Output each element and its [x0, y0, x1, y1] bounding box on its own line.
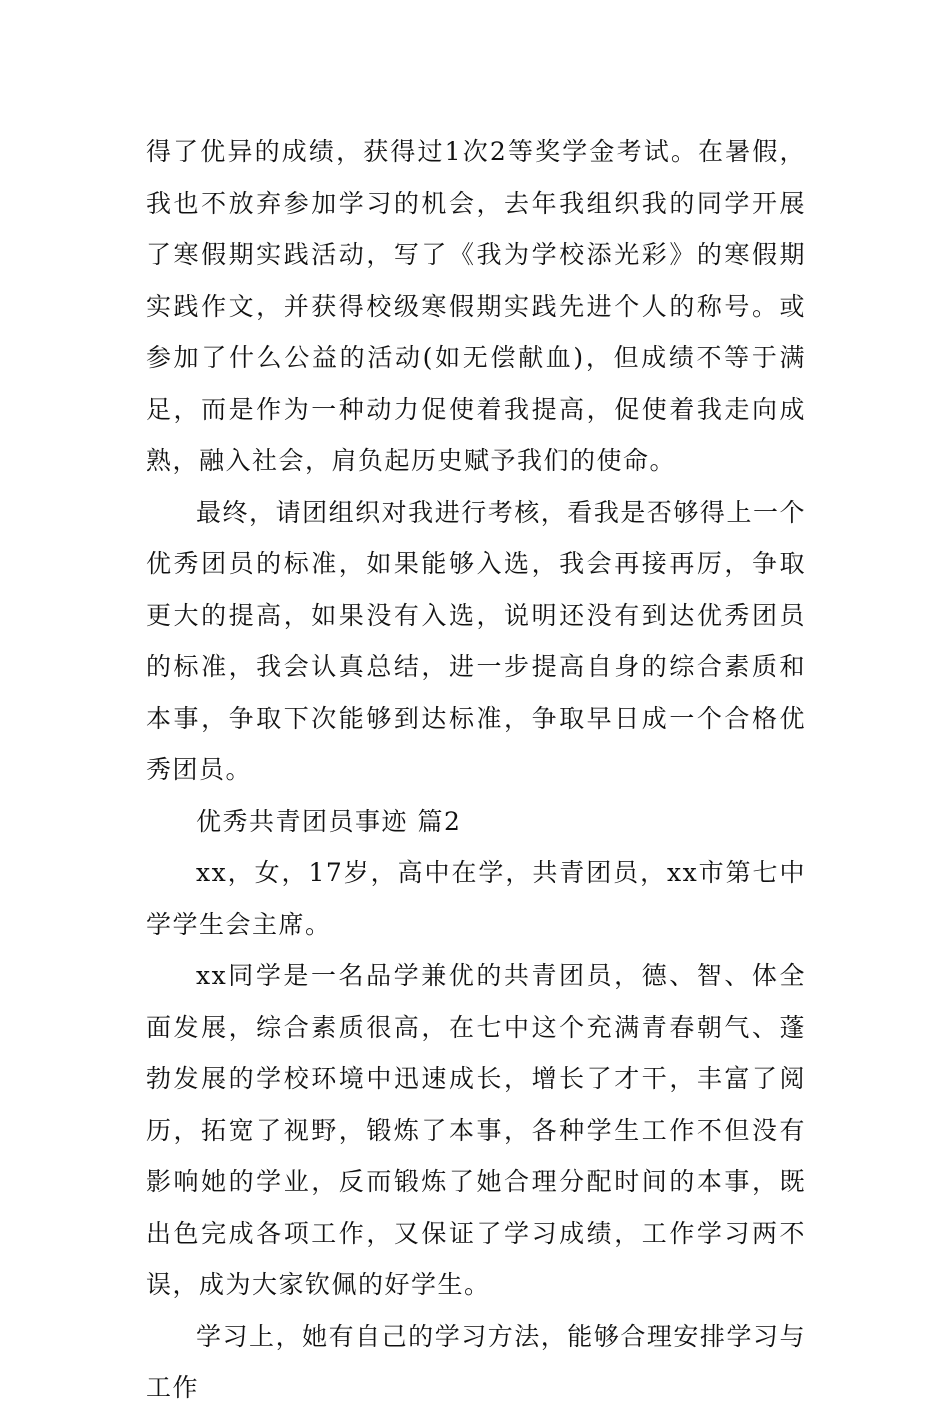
paragraph-continuation: 得了优异的成绩，获得过1次2等奖学金考试。在暑假，我也不放弃参加学习的机会，去年我组织我的同学开展了寒假期实践活动，写了《我为学校添光彩》的寒假期实践作文，并获得校级寒假期实践先进个人的称号。或参加了什么公益的活动(如无偿献血)，但成绩不等于满足，而是作为一种动力促使着我提高，促使着我走向成熟，融入社会，肩负起历史赋予我们的使命。	[146, 137, 806, 475]
paragraph-conclusion: 最终，请团组织对我进行考核，看我是否够得上一个优秀团员的标准，如果能够入选，我会再接再厉，争取更大的提高，如果没有入选，说明还没有到达优秀团员的标准，我会认真总结，进一步提高自身的综合素质和本事，争取下次能够到达标准，争取早日成一个合格优秀团员。	[146, 497, 806, 784]
section-heading: 优秀共青团员事迹 篇2	[196, 806, 462, 836]
document-body	[146, 126, 806, 1414]
paragraph-study: 学习上，她有自己的学习方法，能够合理安排学习与工作	[146, 1321, 806, 1402]
paragraph-overview: xx同学是一名品学兼优的共青团员，德、智、体全面发展，综合素质很高，在七中这个充满青春朝气、蓬勃发展的学校环境中迅速成长，增长了才干，丰富了阅历，拓宽了视野，锻炼了本事，各种学生工作不但没有影响她的学业，反而锻炼了她合理分配时间的本事，既出色完成各项工作，又保证了学习成绩，工作学习两不误，成为大家钦佩的好学生。	[146, 961, 806, 1299]
paragraph-profile: xx，女，17岁，高中在学，共青团员，xx市第七中学学生会主席。	[146, 858, 806, 939]
